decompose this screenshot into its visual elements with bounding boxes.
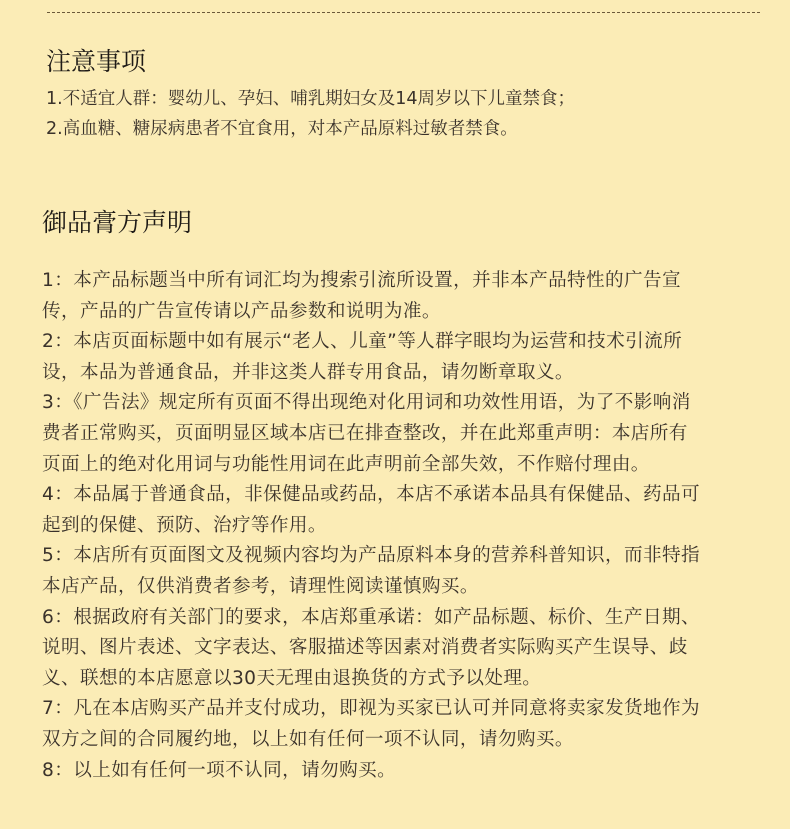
declaration-title: 御品膏方声明 <box>42 208 193 237</box>
declaration-line: 7：凡在本店购买产品并支付成功，即视为买家已认可并同意将卖家发货地作为 <box>42 698 701 720</box>
declaration-line: 2：本店页面标题中如有展示“老人、儿童”等人群字眼均为运营和技术引流所 <box>42 331 683 353</box>
notice-title: 注意事项 <box>46 47 147 76</box>
notice-section <box>46 44 756 144</box>
declaration-line: 双方之间的合同履约地，以上如有任何一项不认同，请勿购买。 <box>42 728 574 750</box>
declaration-line: 5：本店所有页面图文及视频内容均为产品原料本身的营养科普知识，而非特指 <box>42 545 701 567</box>
notice-item: 2.高血糖、糖尿病患者不宜食用，对本产品原料过敏者禁食。 <box>46 119 518 139</box>
declaration-line: 3：《广告法》规定所有页面不得出现绝对化用词和功效性用语，为了不影响消 <box>42 392 691 414</box>
declaration-line: 页面上的绝对化用词与功能性用词在此声明前全部失效，不作赔付理由。 <box>42 453 650 475</box>
declaration-line: 6：根据政府有关部门的要求，本店郑重承诺：如产品标题、标价、生产日期、 <box>42 606 701 628</box>
declaration-line: 费者正常购买，页面明显区域本店已在排查整改，并在此郑重声明：本店所有 <box>42 422 688 444</box>
declaration-line: 义、联想的本店愿意以30天无理由退换货的方式予以处理。 <box>42 667 542 689</box>
declaration-line: 说明、图片表述、文字表达、客服描述等因素对消费者实际购买产生误导、歧 <box>42 637 688 659</box>
declaration-line: 4：本品属于普通食品，非保健品或药品，本店不承诺本品具有保健品、药品可 <box>42 484 701 506</box>
declaration-line: 传，产品的广告宣传请以产品参数和说明为准。 <box>42 300 441 322</box>
declaration-list <box>42 266 762 786</box>
declaration-line: 8：以上如有任何一项不认同，请勿购买。 <box>42 759 397 781</box>
top-dashed-divider <box>47 12 760 13</box>
declaration-line: 设，本品为普通食品，并非这类人群专用食品，请勿断章取义。 <box>42 361 574 383</box>
declaration-header <box>42 205 762 241</box>
declaration-line: 本店产品，仅供消费者参考，请理性阅读谨慎购买。 <box>42 575 479 597</box>
declaration-line: 起到的保健、预防、治疗等作用。 <box>42 514 327 536</box>
notice-item: 1.不适宜人群：婴幼儿、孕妇、哺乳期妇女及14周岁以下儿童禁食； <box>46 89 575 109</box>
declaration-line: 1：本产品标题当中所有词汇均为搜索引流所设置，并非本产品特性的广告宣 <box>42 270 682 291</box>
